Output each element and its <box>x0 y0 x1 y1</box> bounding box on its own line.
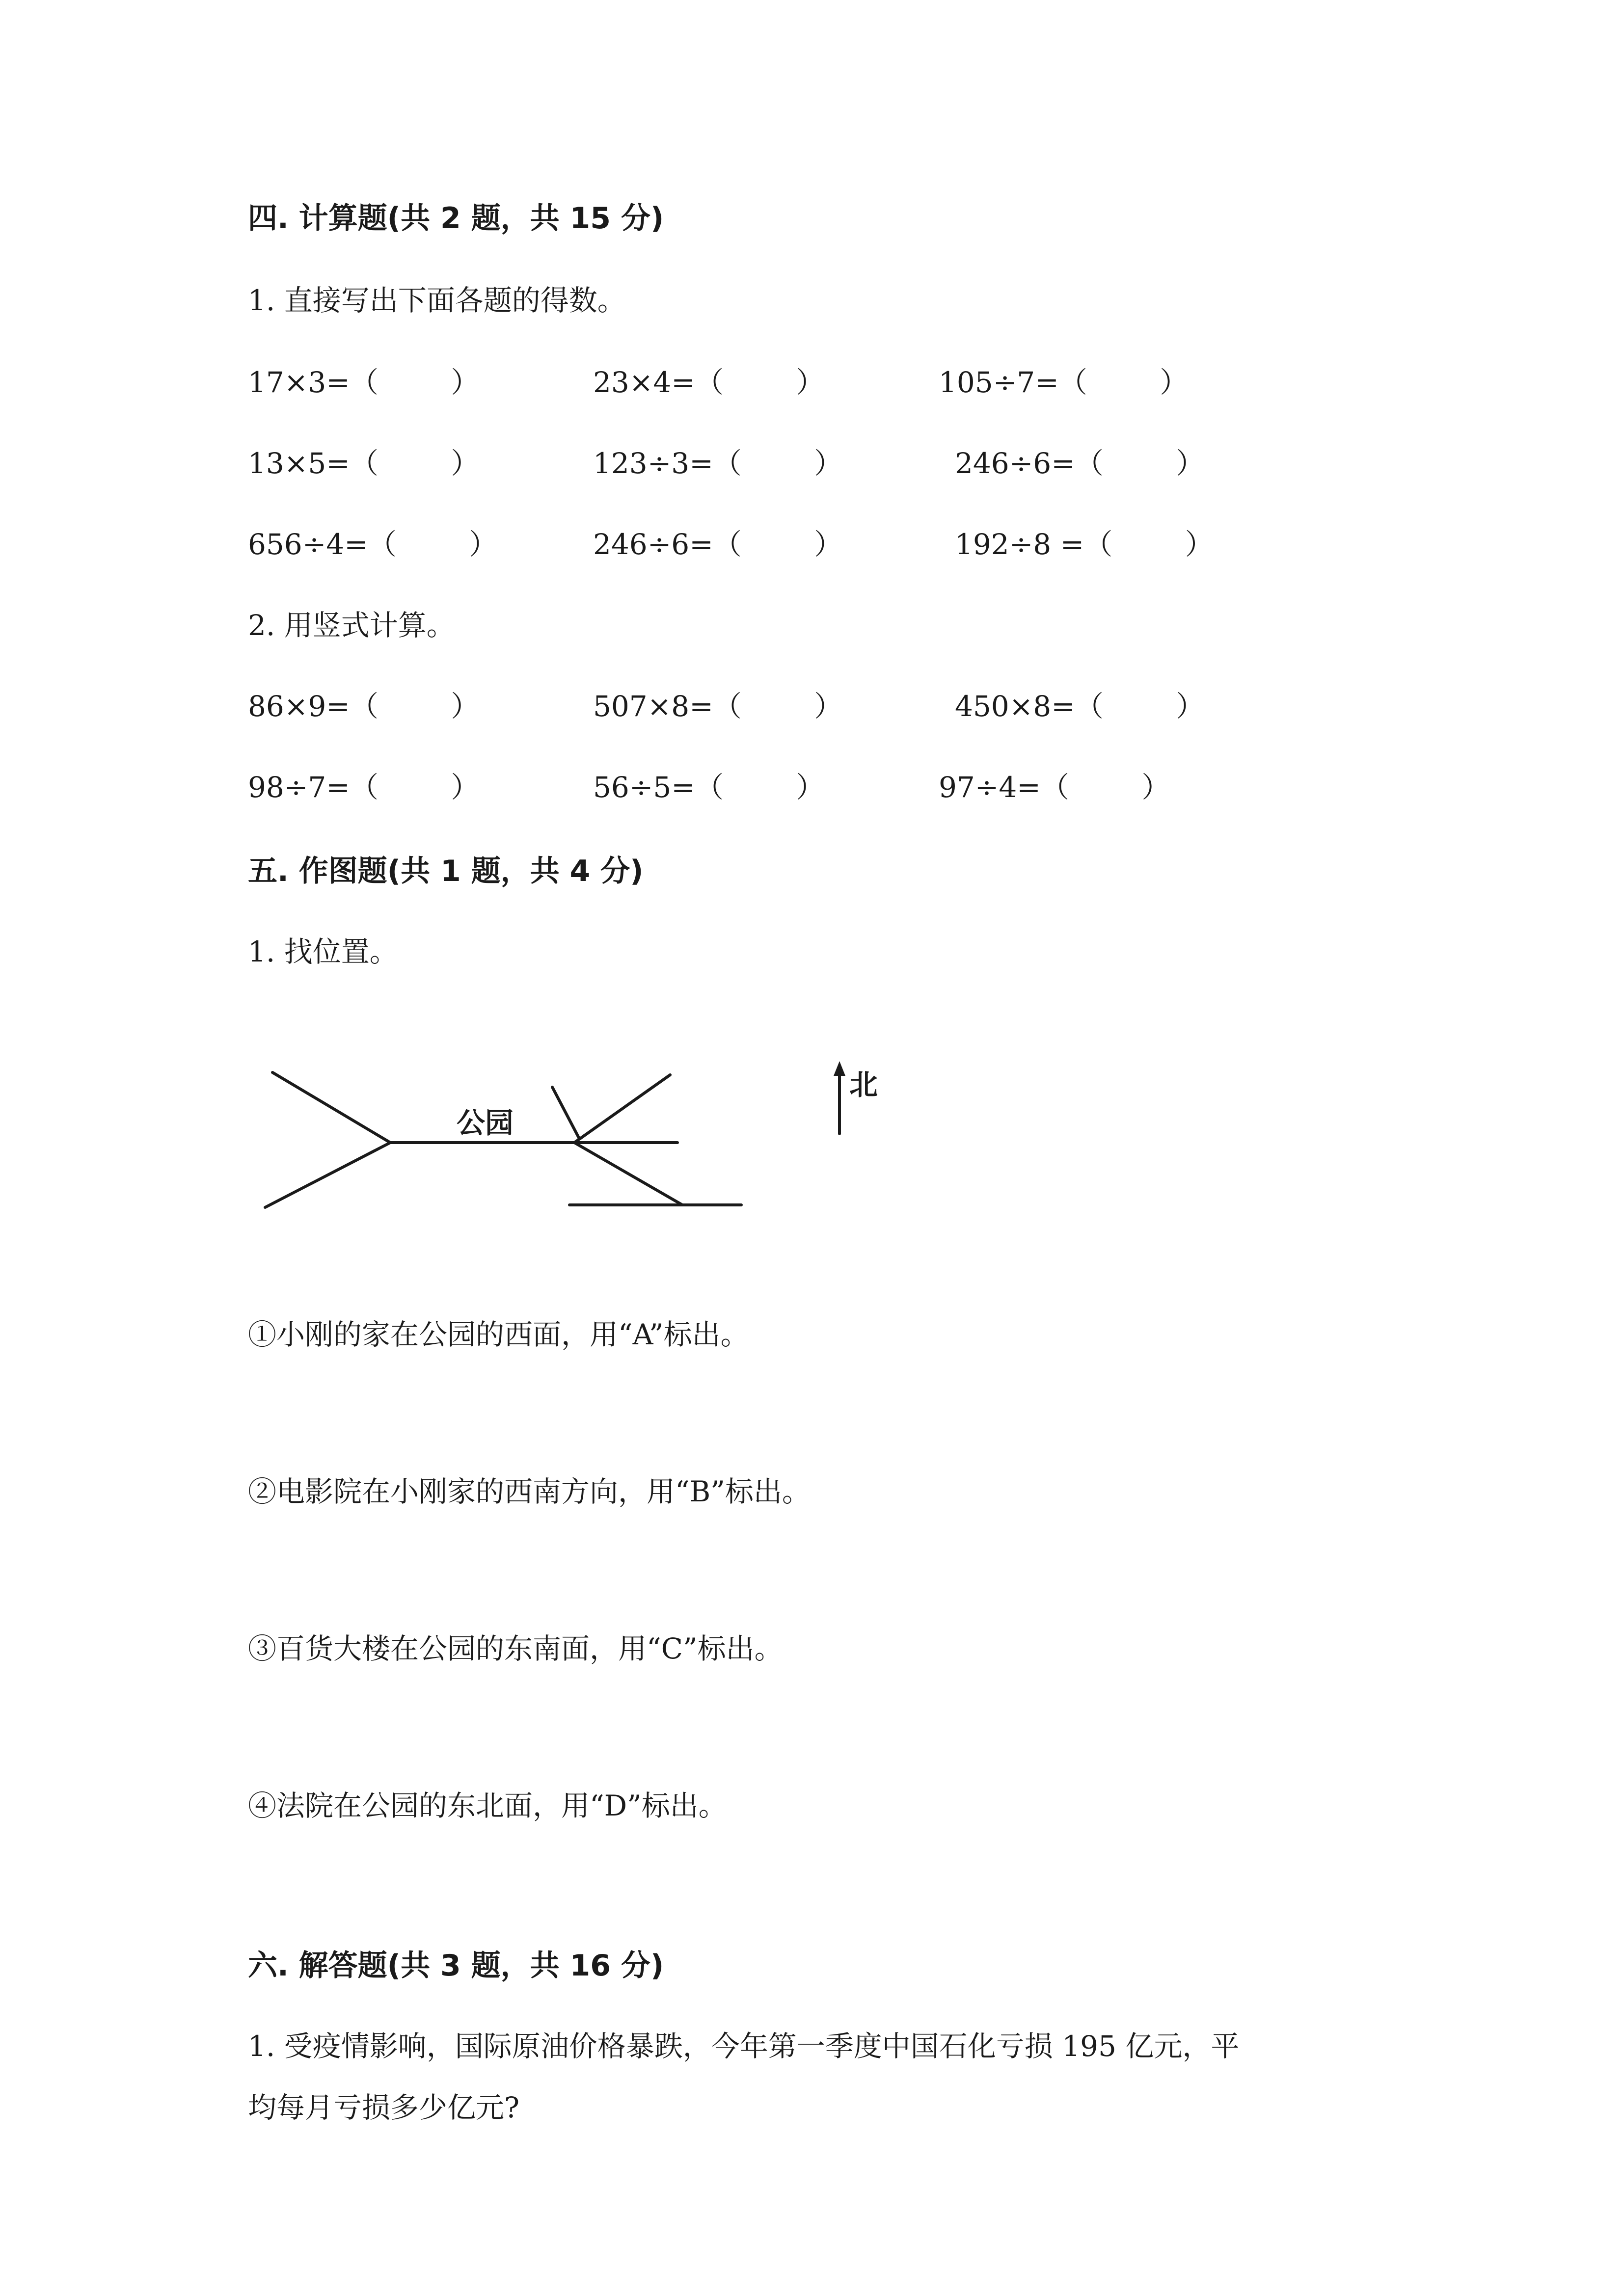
west-road-upper <box>272 1072 390 1143</box>
q1-item: 192÷8 =（ ） <box>955 528 1214 561</box>
southeast-road <box>574 1143 682 1205</box>
q1-item: 246÷6=（ ） <box>955 447 1205 480</box>
map-task-4: ④法院在公园的东北面，用“D”标出。 <box>248 1789 727 1822</box>
north-arrow-icon <box>834 1061 845 1076</box>
q1-item: 17×3=（ ） <box>248 366 480 399</box>
q2-item: 98÷7=（ ） <box>248 771 480 804</box>
q1-item: 123÷3=（ ） <box>593 447 843 480</box>
q1-item: 23×4=（ ） <box>593 366 825 399</box>
map-task-3: ③百货大楼在公园的东南面，用“C”标出。 <box>248 1632 783 1665</box>
northeast-road <box>574 1075 670 1143</box>
q2-item: 507×8=（ ） <box>593 690 843 723</box>
q1-item: 13×5=（ ） <box>248 447 480 480</box>
street-map-diagram <box>255 1041 952 1247</box>
map-task-1: ①小刚的家在公园的西面，用“A”标出。 <box>248 1318 749 1351</box>
west-road-lower <box>265 1143 390 1207</box>
section4-q2-prompt: 2. 用竖式计算。 <box>248 609 455 642</box>
q1-item: 246÷6=（ ） <box>593 528 843 561</box>
map-task-2: ②电影院在小刚家的西南方向，用“B”标出。 <box>248 1475 811 1508</box>
q2-item: 450×8=（ ） <box>955 690 1205 723</box>
q2-item: 56÷5=（ ） <box>593 771 825 804</box>
q2-item: 97÷4=（ ） <box>939 771 1170 804</box>
word-problem-line-2: 均每月亏损多少亿元? <box>248 2091 520 2124</box>
section5-q1-prompt: 1. 找位置。 <box>248 935 398 968</box>
north-spur-road <box>552 1087 579 1139</box>
q1-item: 656÷4=（ ） <box>248 528 498 561</box>
q1-item: 105÷7=（ ） <box>939 366 1189 399</box>
north-label: 北 <box>849 1068 878 1101</box>
section6-title: 六. 解答题(共 3 题，共 16 分) <box>248 1949 664 1983</box>
section5-title: 五. 作图题(共 1 题，共 4 分) <box>248 854 644 888</box>
section4-q1-prompt: 1. 直接写出下面各题的得数。 <box>248 284 626 317</box>
section4-title: 四. 计算题(共 2 题，共 15 分) <box>248 201 664 236</box>
q2-item: 86×9=（ ） <box>248 690 480 723</box>
park-label: 公园 <box>457 1106 514 1140</box>
word-problem-line-1: 1. 受疫情影响，国际原油价格暴跌，今年第一季度中国石化亏损 195 亿元，平 <box>248 2029 1240 2063</box>
